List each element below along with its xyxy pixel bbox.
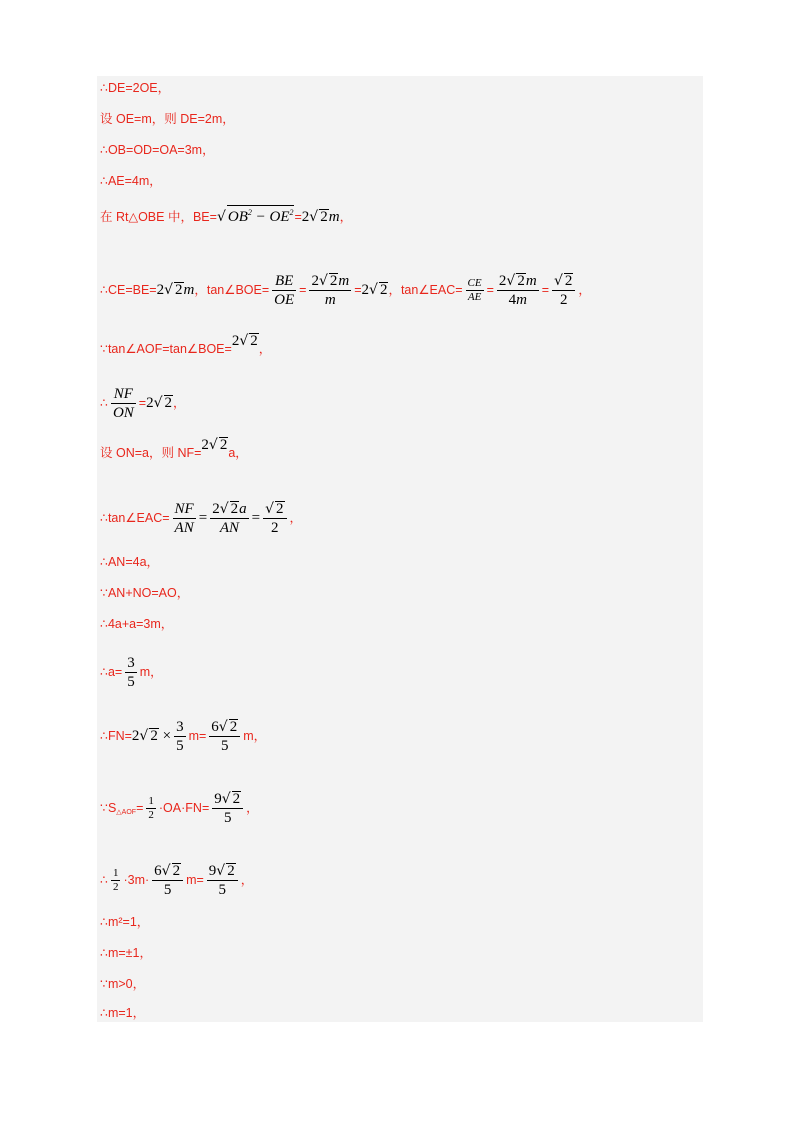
tan-aof-value: 2√ 2 [231,333,258,349]
fraction-9r2-5: $\frac{9√ 2}{5}$ [207,862,238,899]
step-area-label: ∵S [100,800,117,815]
step-fn-tail: m， [243,728,267,743]
therefore-symbol: ∴ [100,395,108,410]
step-fn [100,718,266,755]
fraction-r2-2: $\frac{√ 2}{2}$ [263,500,286,537]
fraction-6r2-5: $\frac{6√ 2}{5}$ [209,718,240,755]
fraction-nf-an: $\frac{NF}{AN}$ [174,501,194,536]
step-let-on [100,437,248,461]
tan-boe-value: 2√ 2 [361,281,388,298]
comma: ， [258,342,272,356]
step-fn-mid: m= [188,728,207,743]
fraction-ce-ae: $\frac{CE}{AE}$ [467,277,482,303]
comma: ， [246,800,259,815]
step-an-4a: ∴AN=4a， [100,555,160,569]
step-be-label: 在 Rt△OBE 中，BE= [100,210,217,224]
eq-sign: = [138,395,147,410]
step-area-aof [100,790,259,827]
ce-value: 2√ 2m [156,281,195,298]
step-m-squared: ∴m²=1， [100,915,150,929]
fraction-3-5: $\frac{3}{5}$ [127,655,135,690]
fraction-be-oe: $\frac{BE}{OE}$ [274,273,295,308]
step-tan-eac [100,500,302,537]
step-4a-a-3m: ∴4a+a=3m， [100,617,174,631]
therefore-symbol: ∴ [100,872,108,887]
fraction-r2-2: $\frac{√ 2}{2}$ [552,272,575,309]
step-ce-label: ∴CE=BE= [100,282,157,297]
step-tan-eac-label: ∴tan∠EAC= [100,510,170,525]
step-area-mid: ·OA·FN= [158,800,210,815]
step-ae: ∴AE=4m， [100,174,162,188]
fraction-1-2: $\frac{1}{2}$ [112,867,119,893]
eq-sign: = [136,800,144,815]
nf-on-value: 2√ 2 [146,394,173,411]
step-be [100,205,352,225]
step-m-1: ∴m=1， [100,1006,146,1020]
step-tan-aof-label: ∵tan∠AOF=tan∠BOE= [100,342,232,356]
be-value: 2√ 2m [301,209,340,225]
fraction-9r2-5: $\frac{9√ 2}{5}$ [212,790,243,827]
eq-sign: = [251,509,261,526]
comma: ， [289,510,303,525]
step-area-equation [100,862,253,899]
eq-sign: = [541,282,549,297]
comma: ， [173,395,186,410]
comma: ， [578,282,591,297]
step-let-on-label: 设 ON=a，则 NF= [100,446,202,460]
step-a-tail: m， [139,664,163,679]
tan-eac-label: ，tan∠EAC= [388,282,463,297]
eq-sign: = [198,509,208,526]
step-ce-tan [100,272,591,309]
step-nf-on [100,385,186,422]
step-area-eq-m: m= [186,872,204,887]
triangle-aof-subscript: △AOF [116,808,137,816]
eq-sign: = [354,282,362,297]
fraction-nf-on: $\frac{NF}{ON}$ [112,386,134,421]
step-an-no-ao: ∵AN+NO=AO， [100,586,190,600]
fraction-3-5: $\frac{3}{5}$ [176,719,184,754]
nf-coefficient: 2√ 2 [201,437,228,453]
step-a-label: ∴a= [100,664,123,679]
be-sqrt-expr: √ $OB^2 - OE^2$ [217,209,295,225]
step-fn-label: ∴FN= [100,728,132,743]
tan-boe-label: ，tan∠BOE= [194,282,270,297]
step-ob-od-oa: ∴OB=OD=OA=3m， [100,143,215,157]
step-area-eq-mid: ·3m· [123,872,150,887]
fraction-2r2m-m: $\frac{2√ 2m}{m}$ [311,273,350,308]
fraction-2r2m-4m: $\frac{2√ 2m}{4m}$ [498,273,537,308]
step-m-positive: ∵m>0， [100,977,146,991]
fraction-1-2: $\frac{1}{2}$ [148,795,154,821]
eq-sign: = [486,282,494,297]
step-de-2oe: ∴DE=2OE， [100,81,171,95]
eq-sign: = [294,210,302,224]
step-a-value [100,654,163,691]
comma: ， [240,872,254,887]
comma: ， [339,210,353,224]
fraction-2r2a-an: $\frac{2√ 2a}{AN}$ [212,501,247,536]
step-let-oe: 设 OE=m，则 DE=2m， [100,112,235,126]
step-m-pm1: ∴m=±1， [100,946,152,960]
eq-sign: = [299,282,307,297]
step-let-on-tail: a， [228,446,248,460]
step-tan-aof [100,333,271,357]
fraction-6r2-5: $\frac{6√ 2}{5}$ [152,862,183,899]
fn-coefficient: 2√ 2 × [131,727,172,744]
